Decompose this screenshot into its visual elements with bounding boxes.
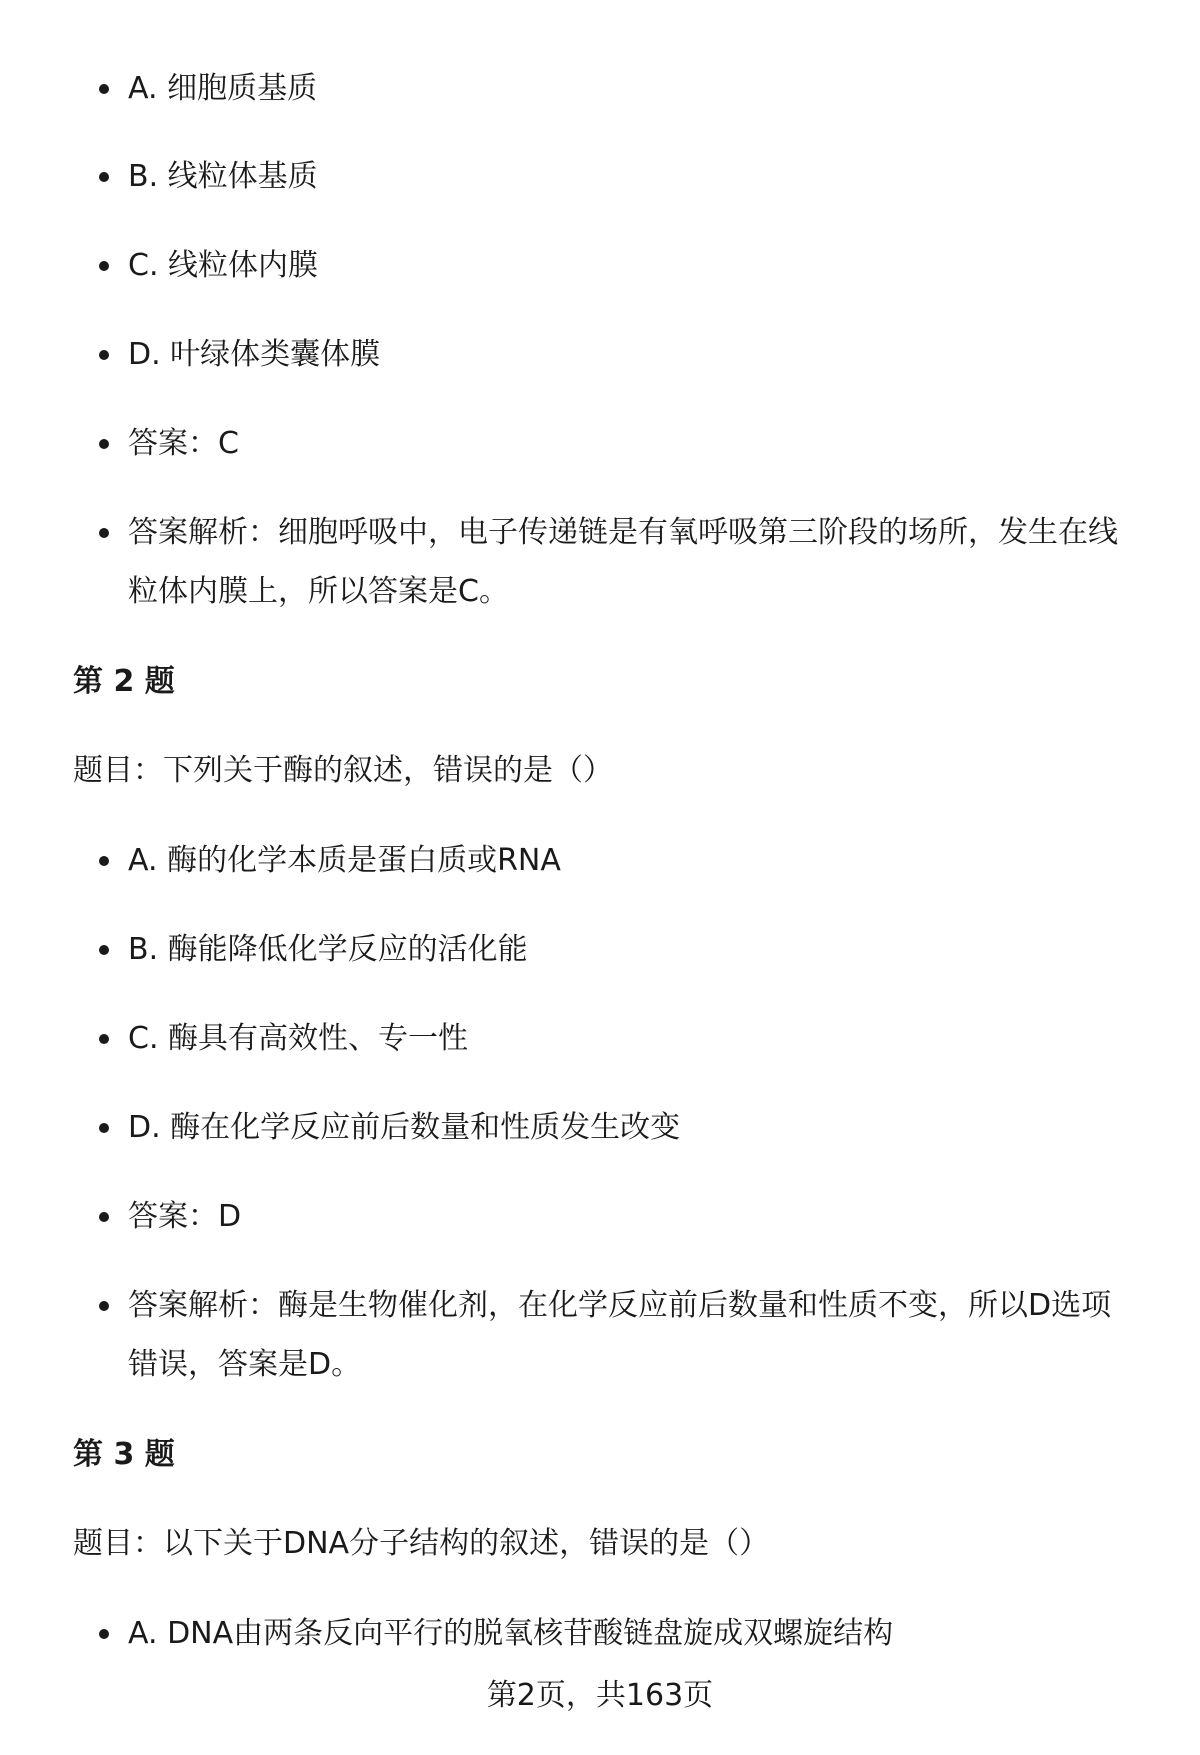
q2-option-b: B. 酶能降低化学反应的活化能 (128, 920, 1138, 979)
q2-option-d: D. 酶在化学反应前后数量和性质发生改变 (128, 1098, 1138, 1157)
q2-answer: 答案：D (128, 1187, 1138, 1246)
q1-option-b: B. 线粒体基质 (128, 147, 1138, 206)
page-footer: 第2页，共163页 (486, 1678, 714, 1713)
q3-stem: 题目：以下关于DNA分子结构的叙述，错误的是（） (73, 1526, 770, 1561)
q2-option-a: A. 酶的化学本质是蛋白质或RNA (128, 831, 1138, 890)
q3-heading: 第 3 题 (73, 1437, 175, 1472)
q2-option-c: C. 酶具有高效性、专一性 (128, 1009, 1138, 1068)
q1-option-a: A. 细胞质基质 (128, 59, 1138, 118)
q2-heading: 第 2 题 (73, 664, 175, 699)
q1-explanation: 答案解析：细胞呼吸中，电子传递链是有氧呼吸第三阶段的场所，发生在线粒体内膜上，所以答案是C。 (128, 503, 1138, 621)
q1-answer: 答案：C (128, 414, 1138, 473)
q3-option-a: A. DNA由两条反向平行的脱氧核苷酸链盘旋成双螺旋结构 (128, 1604, 1138, 1663)
q2-stem: 题目：下列关于酶的叙述，错误的是（） (73, 753, 613, 788)
q1-option-c: C. 线粒体内膜 (128, 236, 1138, 295)
q1-option-d: D. 叶绿体类囊体膜 (128, 325, 1138, 384)
q2-explanation: 答案解析：酶是生物催化剂，在化学反应前后数量和性质不变，所以D选项错误，答案是D。 (128, 1276, 1138, 1394)
